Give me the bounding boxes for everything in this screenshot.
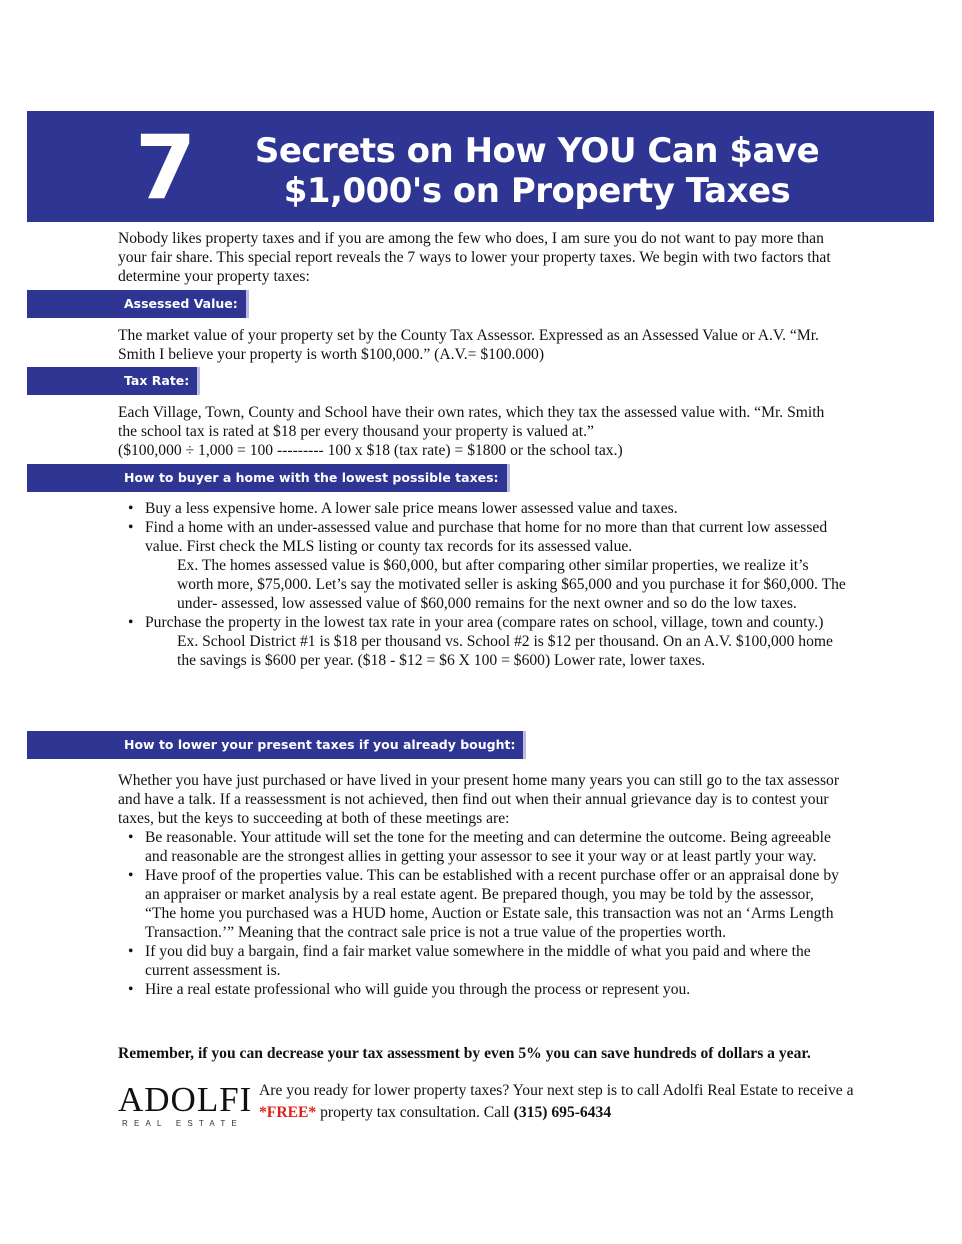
section-heading-assessed-value: Assessed Value: — [27, 290, 249, 318]
buy-tip-2: • Find a home with an under-assessed value and purchase that home for no more than that current low assessed value. First check the MLS listing or county tax records for its assessed value. — [145, 519, 828, 555]
logo-subtitle: REAL ESTATE — [122, 1119, 243, 1128]
tax-rate-paragraph — [118, 403, 846, 460]
list-item — [118, 866, 846, 942]
buy-tips-list — [118, 499, 846, 670]
section-heading-buy: How to buyer a home with the lowest possible taxes: — [27, 464, 510, 492]
list-item — [118, 613, 846, 670]
page-title — [207, 131, 867, 211]
logo-wordmark: ADOLFI — [118, 1080, 253, 1119]
title-line-2: $1,000's on Property Taxes — [283, 171, 791, 211]
lower-tips-list — [118, 828, 846, 999]
section-heading-tax-rate: Tax Rate: — [27, 367, 200, 395]
call-to-action — [259, 1080, 859, 1124]
assessed-value-paragraph: The market value of your property set by the County Tax Assessor. Expressed as an Assessed Value or A.V. “Mr. Smith I believe your property is worth $100,000.” (A.V.= $100.000) — [118, 327, 819, 363]
tax-rate-text: Each Village, Town, County and School have their own rates, which they tax the assessed value with. “Mr. Smith the school tax is rated at $18 per every thousand your property is valued at.” — [118, 404, 825, 440]
adolfi-logo — [118, 1080, 253, 1128]
lower-tip-2: Have proof of the properties value. This can be established with a recent purchase offer or an appraisal done by an appraiser or market analysis by a real estate agent. Be prepared though, you may be told by the assessor, “The home you purchased was a HUD home, Auction or Estate sale, this transaction was not an ‘Arms Length Transaction.’” Meaning that the contract sale price is not a true value of the properties worth. — [145, 867, 839, 941]
section-heading-lower: How to lower your present taxes if you already bought: — [27, 731, 526, 759]
banner-number: 7 — [135, 116, 197, 219]
cta-text-2: property tax consultation. Call — [316, 1104, 514, 1121]
buy-tip-2-example: Ex. The homes assessed value is $60,000, but after comparing other similar properties, we realize it’s worth more, $75,000. Let’s say the motivated seller is asking $65,000 and you purchase it for $60,000. The under- assessed, low assessed value of $60,000 remains for the next owner and so do the low taxes. — [177, 557, 846, 612]
title-banner — [27, 111, 934, 222]
list-item — [118, 518, 846, 613]
buy-tip-3: • Purchase the property in the lowest tax rate in your area (compare rates on school, village, town and county.) — [145, 614, 824, 631]
remember-note: Remember, if you can decrease your tax assessment by even 5% you can save hundreds of dollars a year. — [118, 1045, 811, 1062]
lower-tip-1: Be reasonable. Your attitude will set the tone for the meeting and can determine the outcome. Being agreeable and reasonable are the strongest allies in getting your assessor to see it your way or at least partly your way. — [145, 829, 831, 865]
lower-tip-3: If you did buy a bargain, find a fair market value somewhere in the middle of what you paid and where the current assessment is. — [145, 943, 811, 979]
phone-number: (315) 695-6434 — [513, 1104, 612, 1121]
list-item — [118, 942, 846, 980]
lower-tip-4: Hire a real estate professional who will guide you through the process or represent you. — [145, 981, 691, 998]
title-line-1: Secrets on How YOU Can $ave — [254, 131, 820, 171]
free-badge: *FREE* — [259, 1104, 317, 1121]
list-item — [118, 499, 846, 518]
intro-paragraph: Nobody likes property taxes and if you are among the few who does, I am sure you do not want to pay more than your fair share. This special report reveals the 7 ways to lower your property taxes. We begin with two factors that determine your property taxes: — [118, 230, 831, 285]
buy-tip-3-example: Ex. School District #1 is $18 per thousand vs. School #2 is $12 per thousand. On an A.V. $100,000 home the savings is $600 per year. ($18 - $12 = $6 X 100 = $600) Lower rate, lower taxes. — [177, 633, 833, 669]
list-item — [118, 828, 846, 866]
buy-tip-1: Buy a less expensive home. A lower sale price means lower assessed value and taxes. — [145, 500, 678, 517]
list-item — [118, 980, 846, 999]
cta-text-1: Are you ready for lower property taxes? Your next step is to call Adolfi Real Estate to receive a — [259, 1082, 854, 1099]
tax-rate-formula: ($100,000 ÷ 1,000 = 100 --------- 100 x $18 (tax rate) = $1800 or the school tax.) — [118, 442, 623, 459]
lower-taxes-paragraph: Whether you have just purchased or have lived in your present home many years you can still go to the tax assessor and have a talk. If a reassessment is not achieved, then find out when their annual grievance day is to contest your taxes, but the keys to succeeding at both of these meetings are: — [118, 772, 840, 827]
